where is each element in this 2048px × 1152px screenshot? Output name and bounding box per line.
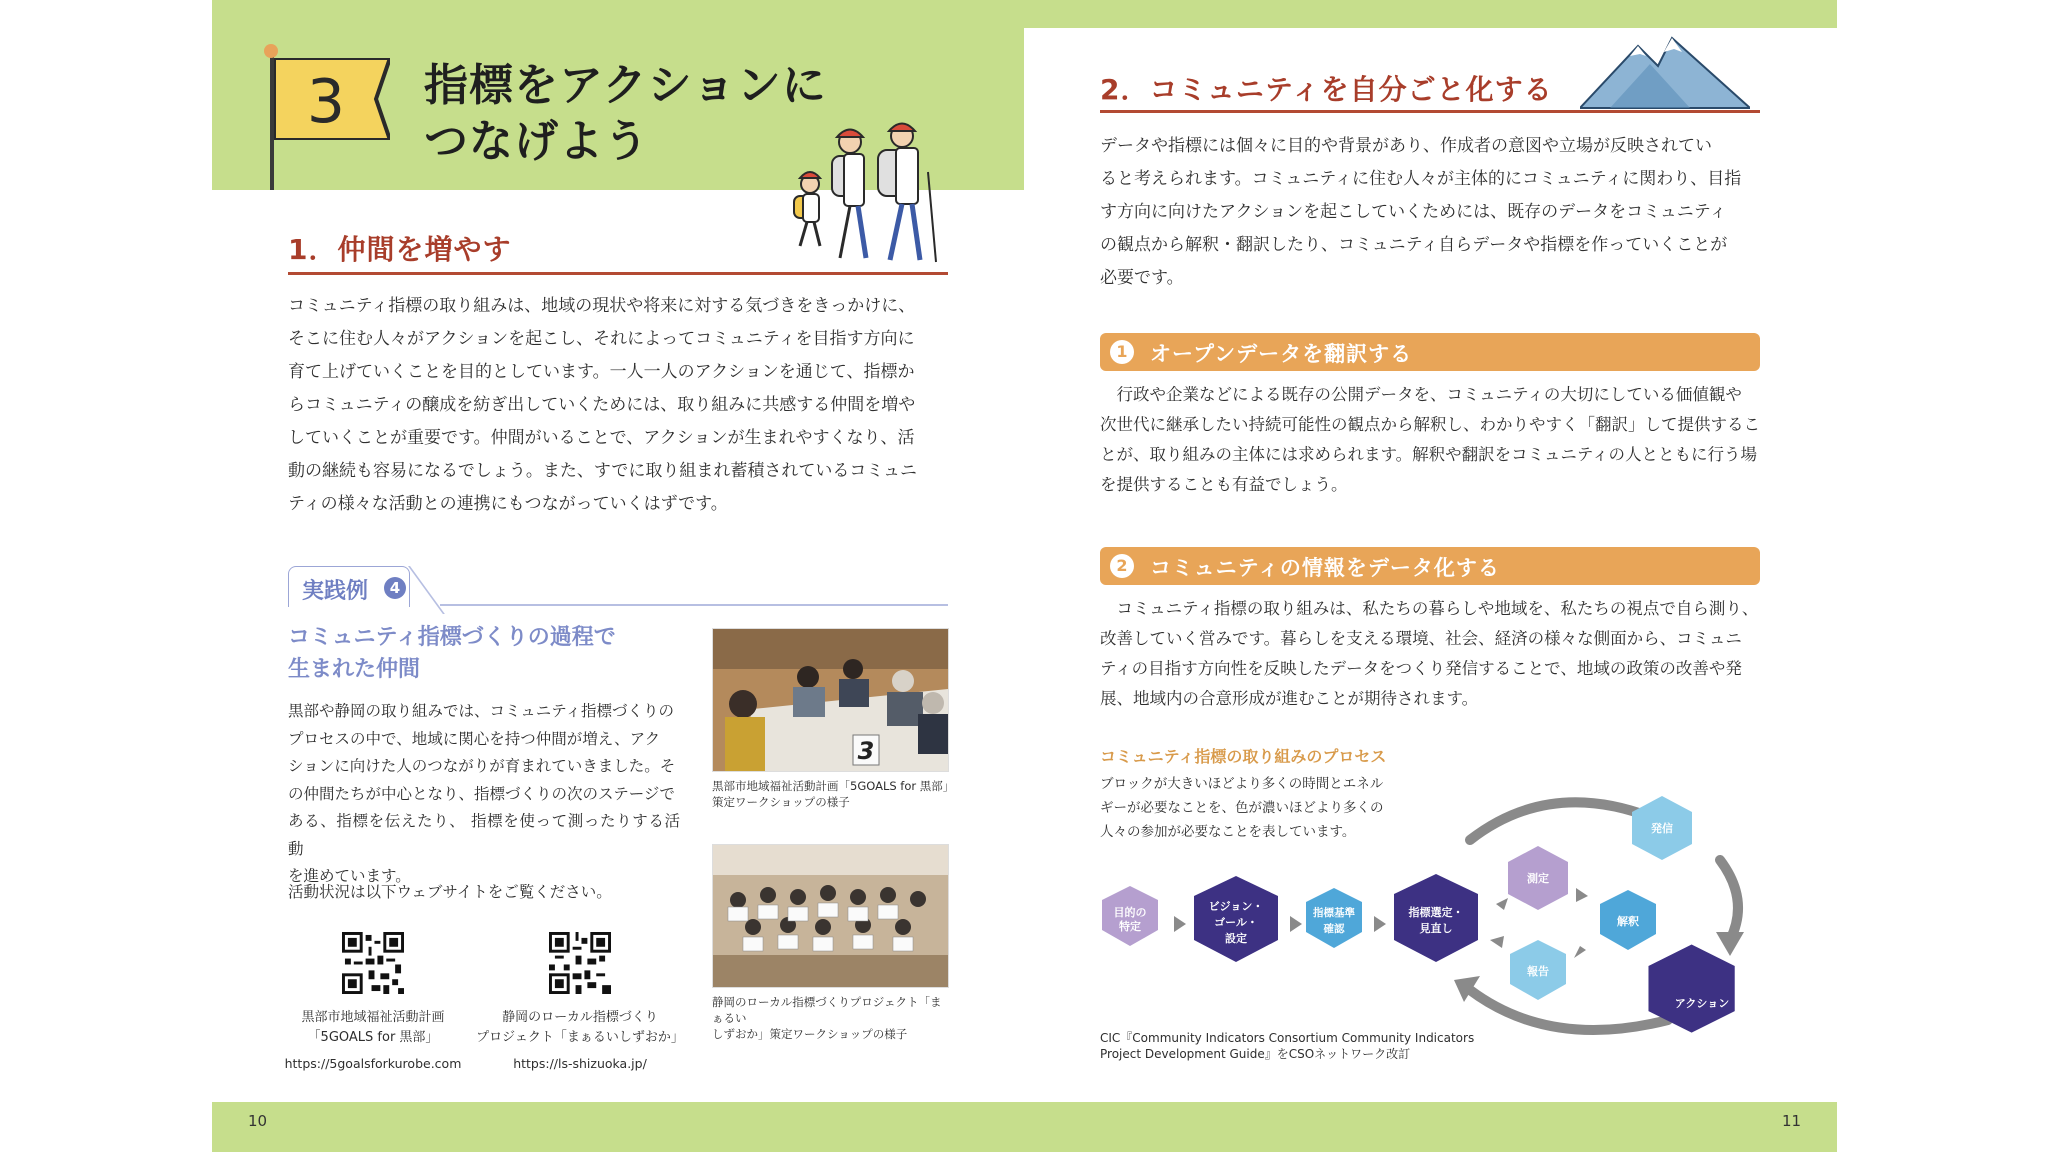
page-number-right: 11 (1782, 1112, 1802, 1130)
flow-arrow (1490, 936, 1504, 948)
case-line: 黒部や静岡の取り組みでは、コミュニティ指標づくりの (288, 702, 674, 720)
body-line: データや指標には個々に目的や背景があり、作成者の意図や立場が反映されてい (1100, 136, 1712, 156)
hex-action-label: アクション (1674, 997, 1730, 1010)
hex-vision-label-3: 設定 (1225, 932, 1247, 945)
source-line1: CIC『Community Indicators Consortium Community Indicators (1100, 1031, 1475, 1045)
case-line: ある、指標を伝えたり、 指標を使って測ったりする活動 (288, 812, 680, 858)
case-line: を進めています。 (288, 867, 411, 885)
web-note: 活動状況は以下ウェブサイトをご覧ください。 (288, 883, 612, 901)
body-line: 次世代に継承したい持続可能性の観点から解釈し、わかりやすく「翻訳」して提供するこ (1100, 415, 1760, 434)
body-line: していくことが重要です。仲間がいることで、アクションが生まれやすくなり、活 (288, 428, 915, 448)
qr1-url-link[interactable]: https://5goalsforkurobe.com (284, 1056, 462, 1071)
photo1-caption-line1: 黒部市地域福祉活動計画「5GOALS for 黒部」 (712, 779, 955, 793)
body-line: らコミュニティの醸成を紡ぎ出していくためには、取り組みに共感する仲間を増や (288, 395, 916, 415)
hex-measure-label: 測定 (1527, 872, 1549, 885)
process-desc-line: 人々の参加が必要なことを表しています。 (1100, 824, 1356, 840)
qr-code-icon[interactable] (342, 932, 404, 994)
body-line: 改善していく営みです。暮らしを支える環境、社会、経済の様々な側面から、コミュニ (1100, 629, 1742, 648)
sub1-body (1100, 380, 1760, 500)
hex-vision-label-1: ビジョン・ (1208, 900, 1264, 913)
flow-arrow (1574, 946, 1586, 958)
flow-arrow (1576, 888, 1588, 902)
section1-body (288, 290, 948, 521)
case-subtitle-line2: 生まれた仲間 (288, 657, 421, 682)
photo-badge: 3 (857, 737, 875, 765)
case-divider (440, 604, 948, 606)
process-desc-line: ギーが必要なことを、色が濃いほどより多くの (1100, 800, 1384, 816)
qr-code-icon[interactable] (549, 932, 611, 994)
body-line: そこに住む人々がアクションを起こし、それによってコミュニティを目指す方向に (288, 329, 915, 349)
photo1-caption-line2: 策定ワークショップの様子 (712, 795, 850, 809)
section1-underline (288, 272, 948, 275)
hex-select-label-1: 指標選定・ (1408, 906, 1464, 919)
body-line: ティの目指す方向性を反映したデータをつくり発信することで、地域の政策の改善や発 (1100, 659, 1742, 678)
process-title: コミュニティ指標の取り組みのプロセス (1100, 747, 1387, 766)
body-line: コミュニティ指標の取り組みは、私たちの暮らしや地域を、私たちの視点で自ら測り、 (1100, 599, 1759, 618)
body-line: 行政や企業などによる既存の公開データを、コミュニティの大切にしている価値観や (1100, 385, 1742, 404)
flow-arrow (1174, 916, 1186, 932)
body-line: ると考えられます。コミュニティに住む人々が主体的にコミュニティに関わり、目指 (1100, 169, 1742, 189)
chapter-title-line1: 指標をアクションに (424, 60, 827, 111)
process-diagram (1090, 780, 1750, 1050)
mountain-icon (1580, 34, 1750, 110)
case-subtitle-line1: コミュニティ指標づくりの過程で (288, 625, 616, 650)
hex-goal-setting-label-2: 特定 (1119, 920, 1141, 933)
qr1-caption-line2: 「5GOALS for 黒部」 (307, 1030, 439, 1045)
hex-vision-label-2: ゴール・ (1214, 916, 1258, 929)
body-line: 必要です。 (1100, 268, 1184, 288)
photo2-caption-line1: 静岡のローカル指標づくりプロジェクト「まぁるい (712, 995, 942, 1025)
hikers-illustration (770, 112, 950, 272)
page-number-left: 10 (248, 1112, 268, 1130)
body-line: 動の継続も容易になるでしょう。また、すでに取り組まれ蓄積されているコミュニ (288, 461, 917, 481)
hex-baseline-label-1: 指標基準 (1313, 907, 1355, 919)
flow-arrow (1496, 898, 1508, 910)
hex-goal-setting-label-1: 目的の (1113, 906, 1147, 919)
chapter-title (424, 58, 827, 170)
hex-baseline-label-2: 確認 (1323, 923, 1345, 935)
case-label: 実践例 (302, 579, 369, 604)
sub2-number-badge: 2 (1110, 554, 1134, 578)
photo2-caption-line2: しずおか」策定ワークショップの様子 (712, 1027, 908, 1041)
flow-arrow (1374, 916, 1386, 932)
hex-publish-label: 発信 (1651, 822, 1673, 835)
qr1-caption-line1: 黒部市地域福祉活動計画 (301, 1010, 445, 1025)
sub1-title: オープンデータを翻訳する (1150, 342, 1413, 366)
photo2-caption (712, 994, 952, 1042)
section2-body (1100, 130, 1760, 295)
hex-select-label-2: 見直し (1419, 922, 1453, 935)
cycle-arrow-bottom (1470, 990, 1668, 1030)
chapter-title-line2: つなげよう (424, 116, 649, 167)
body-line: ティの様々な活動との連携にもつながっていくはずです。 (288, 494, 728, 514)
case-subtitle (288, 622, 616, 686)
case-body (288, 698, 680, 891)
section1-title: 1．仲間を増やす (288, 233, 512, 266)
flow-arrow (1290, 916, 1302, 932)
chapter-flag-icon (274, 58, 390, 140)
hex-interpret-label: 解釈 (1617, 915, 1639, 928)
case-number-badge: 4 (384, 577, 406, 599)
qr1-caption (278, 1008, 468, 1048)
workshop-photo-kurobe (712, 628, 949, 772)
source-citation (1100, 1030, 1474, 1062)
case-line: ションに向けた人のつながりが育まれていきました。そ (288, 757, 676, 775)
sub1-number-badge: 1 (1110, 340, 1134, 364)
flag-ball (264, 44, 278, 58)
qr2-caption (470, 1008, 690, 1048)
photo-kurobe-image (713, 629, 948, 771)
source-line2: Project Development Guide』をCSOネットワーク改訂 (1100, 1047, 1411, 1061)
process-desc-line: ブロックが大きいほどより多くの時間とエネル (1100, 776, 1384, 792)
case-line: プロセスの中で、地域に関心を持つ仲間が増え、アク (288, 729, 661, 748)
qr2-url-link[interactable]: https://ls-shizuoka.jp/ (513, 1056, 647, 1071)
section2-underline (1100, 110, 1760, 113)
chapter-number: 3 (306, 67, 346, 137)
body-line: す方向に向けたアクションを起こしていくためには、既存のデータをコミュニティ (1100, 202, 1727, 222)
bottom-band (212, 1102, 1837, 1152)
section2-title: 2．コミュニティを自分ごと化する (1100, 73, 1553, 106)
hex-report-label: 報告 (1527, 965, 1549, 978)
body-line: 展、地域内の合意形成が進むことが期待されます。 (1100, 689, 1479, 708)
qr2-caption-line1: 静岡のローカル指標づくり (502, 1010, 658, 1025)
photo1-caption (712, 778, 955, 810)
case-line: の仲間たちが中心となり、指標づくりの次のステージで (288, 784, 675, 803)
workshop-photo-shizuoka (712, 844, 949, 988)
body-line: コミュニティ指標の取り組みは、地域の現状や将来に対する気づきをきっかけに、 (288, 296, 916, 316)
cycle-arrow-right (1720, 860, 1738, 940)
body-line: 育て上げていくことを目的としています。一人一人のアクションを通じて、指標か (288, 362, 915, 382)
sub2-body (1100, 594, 1760, 714)
top-band-right (1024, 0, 1837, 28)
body-line: を提供することも有益でしょう。 (1100, 475, 1348, 494)
body-line: とが、取り組みの主体には求められます。解釈や翻訳をコミュニティの人とともに行う場 (1100, 445, 1758, 464)
sub2-title: コミュニティの情報をデータ化する (1150, 556, 1500, 580)
qr2-caption-line2: プロジェクト「まぁるいしずおか」 (476, 1030, 684, 1045)
photo-shizuoka-image (713, 845, 948, 987)
body-line: の観点から解釈・翻訳したり、コミュニティ自らデータや指標を作っていくことが (1100, 235, 1728, 255)
